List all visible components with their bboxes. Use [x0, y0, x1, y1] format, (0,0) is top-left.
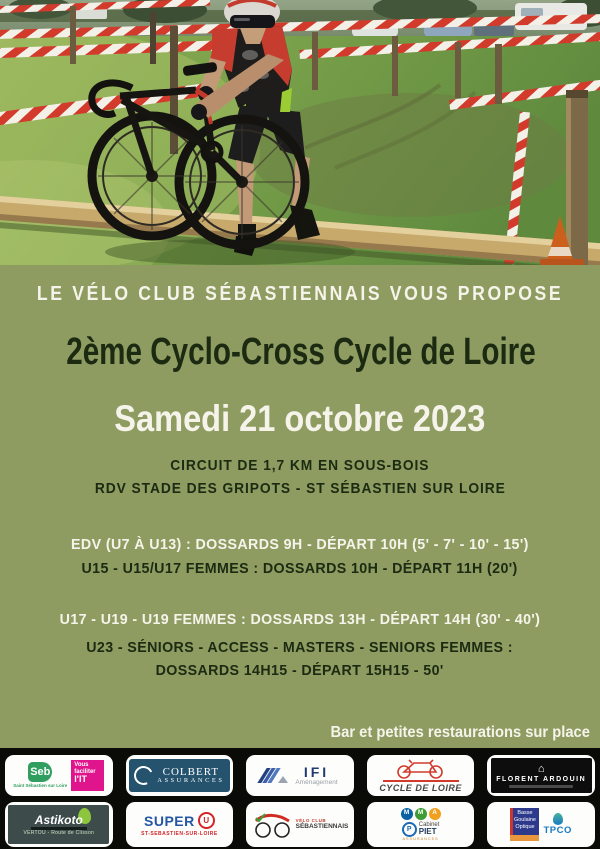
sponsor-colbert — [126, 755, 234, 796]
sponsor-row-2 — [0, 802, 600, 847]
sunglasses — [230, 15, 275, 28]
faciliter-it-logo: Vous faciliter l'IT — [71, 760, 104, 791]
poster-body — [0, 265, 600, 748]
sponsor-astikoto — [5, 802, 113, 847]
piet-p-icon: P — [402, 822, 417, 837]
super-u-circle-icon: U — [198, 812, 215, 829]
house-icon: ⌂ — [537, 762, 545, 775]
venue-info: RDV STADE DES GRIPOTS - ST SÉBASTIEN SUR LOIRE — [94, 480, 506, 497]
sponsor-bgo-tpco — [487, 802, 595, 847]
seb-badge: Seb — [28, 762, 52, 782]
sponsor-seb-it — [5, 755, 113, 796]
red-bike-icon — [390, 759, 452, 779]
astikoto-logo: Astikoto VERTOU - Route de Clisson — [8, 805, 109, 845]
red-rule — [383, 780, 459, 782]
tpco-drop-icon — [553, 813, 563, 825]
sponsor-ifi: IFI Aménagement — [246, 755, 354, 796]
schedule-line-u15: U15 - U15/U17 FEMMES : DOSSARDS 10H - DÉPART 11H (20') — [81, 560, 519, 577]
sponsor-row-1 — [0, 755, 600, 796]
event-title: 2ème Cyclo-Cross Cycle de Loire — [66, 331, 536, 373]
sponsor-bar — [0, 748, 600, 849]
foreground-post — [566, 90, 588, 265]
seb-logo — [13, 762, 67, 789]
sponsor-velo-club: VÉLO CLUB SÉBASTIENNAIS — [246, 802, 354, 847]
schedule-line-u23: U23 - SÉNIORS - ACCESS - MASTERS - SENIORS FEMMES : — [86, 639, 514, 656]
sponsor-mma-piet: M M A P Cabinet PIET ASSURANCES — [367, 802, 475, 847]
schedule-line-edv: EDV (U7 À U13) : DOSSARDS 9H - DÉPART 10H (5' - 7' - 10' - 15') — [71, 536, 529, 553]
tpco-logo: TPCO — [543, 813, 571, 836]
seb-caption: Saint Sébastien sur Loire — [13, 783, 68, 789]
cyclocross-photo — [0, 0, 600, 265]
bar-note: Bar et petites restaurations sur place — [330, 724, 590, 741]
colbert-logo: COLBERT ASSURANCES — [129, 759, 230, 793]
sponsor-cycle-de-loire: CYCLE DE LOIRE — [367, 755, 475, 796]
event-date: Samedi 21 octobre 2023 — [114, 398, 486, 439]
mma-circles-icon: M M A — [401, 808, 441, 820]
florent-ardouin-logo: ⌂ FLORENT ARDOUIN — [491, 758, 592, 793]
schedule-line-u17: U17 - U19 - U19 FEMMES : DOSSARDS 13H - DÉPART 14H (30' - 40') — [59, 611, 541, 628]
circuit-info: CIRCUIT DE 1,7 KM EN SOUS-BOIS — [170, 457, 430, 474]
basse-goulaine-optique-logo: Basse Goulaine Optique — [510, 808, 539, 841]
colbert-crescent-icon — [132, 763, 156, 787]
velo-club-bike-icon — [252, 812, 292, 838]
sponsor-super-u: SUPER U ST-SEBASTIEN-SUR-LOIRE — [126, 802, 234, 847]
sponsor-florent-ardouin — [487, 755, 595, 796]
tagline-bar — [509, 785, 573, 788]
schedule-line-depart: DOSSARDS 14H15 - DÉPART 15H15 - 50' — [155, 662, 445, 679]
ifi-stripes-icon — [262, 768, 288, 783]
headline: LE VÉLO CLUB SÉBASTIENNAIS VOUS PROPOSE — [36, 283, 564, 305]
photo-scene — [0, 0, 600, 265]
